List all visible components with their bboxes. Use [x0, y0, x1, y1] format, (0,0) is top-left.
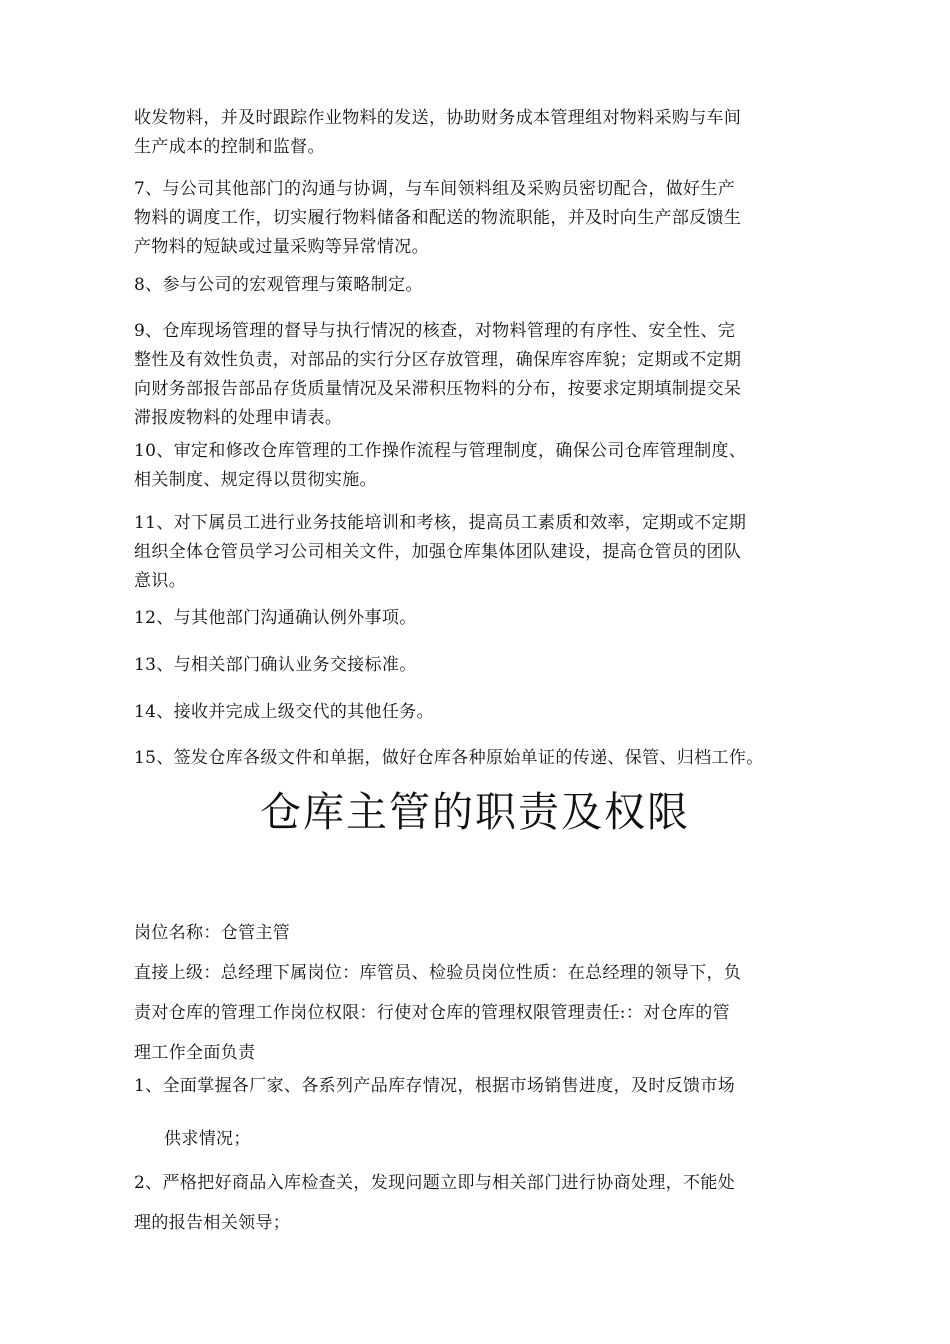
position-name: 岗位名称：仓管主管 — [134, 923, 291, 943]
paragraph-item-11: 11、对下属员工进行业务技能培训和考核，提高员工素质和效率，定期或不定期 组织全体仓管员学习公司相关文件，加强仓库集体团队建设，提高仓管员的团队 意识。 — [134, 513, 747, 591]
paragraph-item-13: 13、与相关部门确认业务交接标准。 — [134, 655, 417, 675]
duty-item-2: 2、严格把好商品入库检查关，发现问题立即与相关部门进行协商处理，不能处 理的报告相关领导； — [134, 1173, 736, 1233]
reporting-line: 直接上级：总经理下属岗位：库管员、检验员岗位性质：在总经理的领导下，负 责对仓库的管理工作岗位权限：行使对仓库的管理权限管理责任:：对仓库的管 理工作全面负责 — [134, 963, 742, 1063]
paragraph-continued: 收发物料，并及时跟踪作业物料的发送，协助财务成本管理组对物料采购与车间 生产成本的控制和监督。 — [134, 108, 742, 157]
paragraph-item-10: 10、审定和修改仓库管理的工作操作流程与管理制度，确保公司仓库管理制度、 相关制度、规定得以贯彻实施。 — [134, 441, 747, 490]
paragraph-item-12: 12、与其他部门沟通确认例外事项。 — [134, 608, 417, 628]
duty-item-1: 1、全面掌握各厂家、各系列产品库存情况，根据市场销售进度，及时反馈市场 — [134, 1076, 736, 1096]
section-title: 仓库主管的职责及权限 — [260, 788, 690, 836]
paragraph-item-9: 9、仓库现场管理的督导与执行情况的核查，对物料管理的有序性、安全性、完 整性及有效性负责，对部品的实行分区存放管理，确保库容库貌；定期或不定期 向财务部报告部品存货质量情况及呆滞积压物料的分布，按要求定期填制提交呆 滞报废物料的处理申请表。 — [134, 321, 742, 428]
duty-item-1-continued: 供求情况； — [164, 1129, 251, 1149]
paragraph-item-15: 15、签发仓库各级文件和单据，做好仓库各种原始单证的传递、保管、归档工作。 — [134, 748, 764, 768]
paragraph-item-7: 7、与公司其他部门的沟通与协调，与车间领料组及采购员密切配合，做好生产 物料的调度工作，切实履行物料储备和配送的物流职能，并及时向生产部反馈生 产物料的短缺或过量采购等异常情况。 — [134, 179, 742, 257]
paragraph-item-8: 8、参与公司的宏观管理与策略制定。 — [134, 275, 423, 295]
paragraph-item-14: 14、接收并完成上级交代的其他任务。 — [134, 702, 434, 722]
